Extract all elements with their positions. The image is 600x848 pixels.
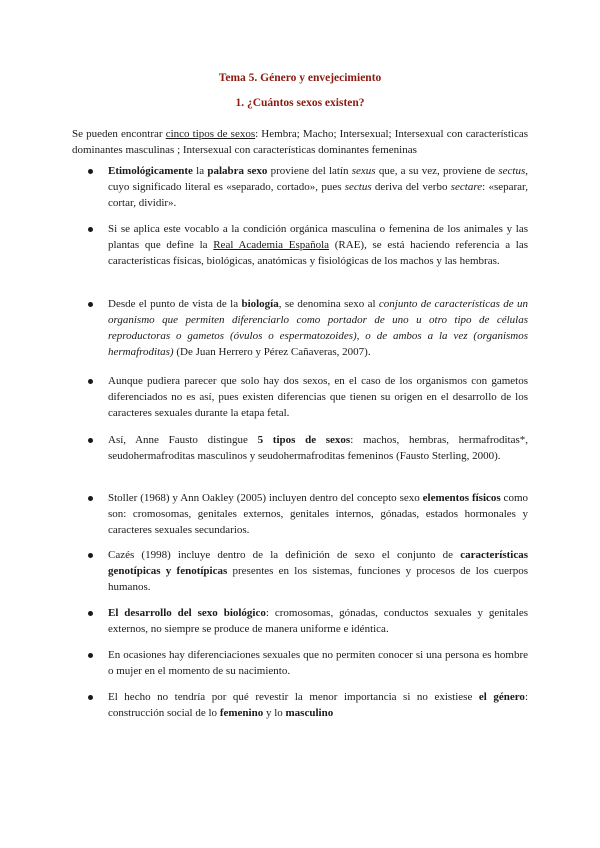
text: (De Juan Herrero y Pérez Cañaveras, 2007). bbox=[173, 346, 371, 358]
list-item bbox=[108, 432, 528, 464]
bold-text: masculino bbox=[285, 707, 334, 719]
intro-text: : Hembra; Macho; Intersexual; Intersexual con características dominantes masculinas ; Intersexual con características dominantes femeninas bbox=[72, 128, 528, 156]
text: , cuyo significado literal es «separado, cortado», pues bbox=[108, 165, 528, 193]
italic-text: sectus bbox=[498, 165, 526, 177]
text: Así, Anne Fausto distingue bbox=[108, 434, 258, 446]
italic-text: sectus bbox=[344, 181, 372, 193]
bold-text: femenino bbox=[219, 707, 264, 719]
text: Si se aplica este vocablo a la condición orgánica masculina o femenina de los animales y las plantas que define la bbox=[108, 223, 528, 251]
bold-text: biología bbox=[241, 298, 279, 310]
text: Aunque pudiera parecer que solo hay dos sexos, en el caso de los organismos con gametos diferenciados no es así, pues existen diferencias que tienen su origen en el desarrollo de los caracteres sexuales durante la etapa fetal. bbox=[108, 375, 528, 419]
text: : construcción social de lo bbox=[108, 691, 528, 719]
text: : machos, hembras, hermafroditas*, seudohermafroditas masculinos y seudohermafroditas femeninos (Fausto Sterling, 2000). bbox=[108, 434, 529, 462]
text: Desde el punto de vista de la bbox=[108, 298, 242, 310]
bullet-icon bbox=[88, 227, 93, 232]
text: y lo bbox=[263, 707, 286, 719]
text: , se denomina sexo al bbox=[278, 298, 379, 310]
bullet-icon bbox=[88, 438, 93, 443]
intro-paragraph bbox=[72, 126, 528, 158]
bold-text: 5 tipos de sexos bbox=[257, 434, 351, 446]
bullet-icon bbox=[88, 653, 93, 658]
list-item bbox=[108, 647, 528, 679]
bold-text: elementos físicos bbox=[422, 492, 501, 504]
bullet-icon bbox=[88, 379, 93, 384]
list-item bbox=[108, 490, 528, 538]
text: : cromosomas, gónadas, conductos sexuales y genitales externos, no siempre se produce de manera uniforme e idéntica. bbox=[108, 607, 528, 635]
section-heading: 1. ¿Cuántos sexos existen? bbox=[235, 97, 365, 109]
list-item bbox=[108, 547, 528, 595]
bold-text: palabra sexo bbox=[207, 165, 268, 177]
text: la bbox=[192, 165, 208, 177]
bullet-icon bbox=[88, 496, 93, 501]
bullet-icon bbox=[88, 695, 93, 700]
italic-text: sectare bbox=[450, 181, 483, 193]
text: que, a su vez, proviene de bbox=[375, 165, 499, 177]
page-title: Tema 5. Género y envejecimiento bbox=[218, 72, 382, 84]
intro-underlined: cinco tipos de sexos bbox=[165, 128, 256, 140]
intro-text: Se pueden encontrar bbox=[72, 128, 166, 140]
underlined-text: Real Academia Española bbox=[213, 239, 330, 251]
bold-text: El desarrollo del sexo biológico bbox=[108, 607, 266, 619]
bullet-icon bbox=[88, 302, 93, 307]
bold-text: el género bbox=[478, 691, 525, 703]
bullet-icon bbox=[88, 611, 93, 616]
text: Stoller (1968) y Ann Oakley (2005) incluyen dentro del concepto sexo bbox=[108, 492, 423, 504]
bullet-icon bbox=[88, 553, 93, 558]
text: proviene del latín bbox=[267, 165, 352, 177]
list-item bbox=[108, 296, 528, 360]
list-item bbox=[108, 689, 528, 721]
list-item bbox=[108, 221, 528, 269]
italic-text: conjunto de características de un organismo que permiten diferenciarlo como portador de uno u otro tipo de células reproductoras o gametos (óvulos o espermatozoides), o de ambos a la vez (organismos hermafroditas) bbox=[108, 298, 528, 358]
text: El hecho no tendría por qué revestir la menor importancia si no existiese bbox=[108, 691, 479, 703]
bold-text: características genotípicas y fenotípicas bbox=[108, 549, 528, 577]
list-item bbox=[108, 605, 528, 637]
text: como son: cromosomas, genitales externos, genitales internos, gónadas, estados hormonales y caracteres sexuales secundarios. bbox=[108, 492, 528, 536]
bold-text: Etimológicamente bbox=[108, 165, 193, 177]
text: (RAE), se está haciendo referencia a las características físicas, biológicas, anatómicas y fisiológicas de los machos y las hembras. bbox=[108, 239, 528, 267]
list-item bbox=[108, 163, 528, 211]
text: Cazés (1998) incluye dentro de la definición de sexo el conjunto de bbox=[108, 549, 461, 561]
bullet-icon bbox=[88, 169, 93, 174]
text: presentes en los sistemas, funciones y procesos de los cuerpos humanos. bbox=[108, 565, 529, 593]
text: deriva del verbo bbox=[371, 181, 451, 193]
italic-text: sexus bbox=[351, 165, 376, 177]
text: : «separar, cortar, dividir». bbox=[108, 181, 529, 209]
text: En ocasiones hay diferenciaciones sexuales que no permiten conocer si una persona es hombre o mujer en el momento de su nacimiento. bbox=[108, 649, 528, 677]
list-item bbox=[108, 373, 528, 421]
